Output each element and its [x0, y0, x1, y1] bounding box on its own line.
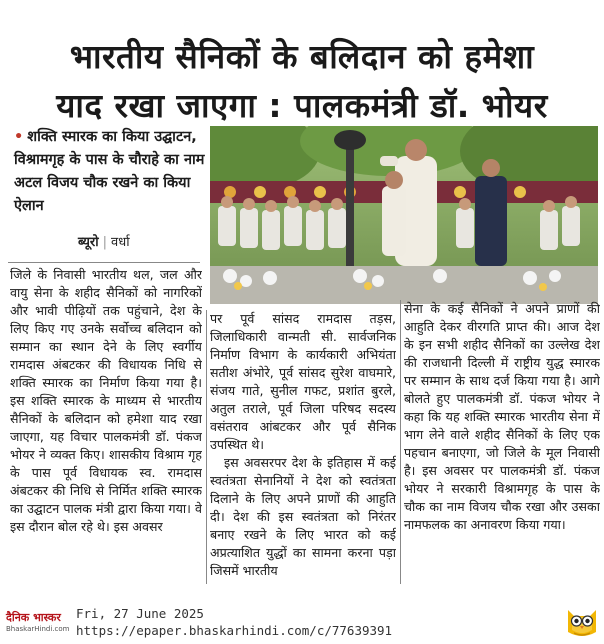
- edition-date: Fri, 27 June 2025: [76, 606, 204, 621]
- byline: [78, 232, 130, 250]
- headline: [8, 32, 596, 130]
- byline-separator: |: [102, 235, 107, 250]
- owl-icon: [564, 604, 600, 640]
- summary-box: [14, 126, 206, 218]
- column-divider: [206, 310, 207, 584]
- column-1-paragraph: जिले के निवासी भारतीय थल, जल और वायु सेना के शहीद सैनिकों को नागरिकों और भावी पीढ़ियों तक पहुंचाने, देश के लिए किए गए उनके सर्वोच्च बलिदान को सम्मान का स्थान देने के लिए स्वर्गीय रामदास अंबटकर की विधायक निधि से शक्ति स्मारक का निर्माण किया गया है। इस शक्ति स्मारक के माध्यम से भारतीय सैनिकों के बलिदान को हमेशा याद रखा जाएगा, यह विचार पालकमंत्री डॉ. पंकज भोयर ने व्यक्त किए। शासकीय विश्राम गृह के पास पूर्व विधायक स्व. रामदास अंबटकर की निधि से निर्मित शक्ति स्मारक का उद्घाटन पालक मंत्री द्वारा किया गया। वे इस दौरान बोल रहे थे। इस अवसर: [10, 267, 202, 534]
- column-3: [404, 300, 600, 584]
- headline-line-1: भारतीय सैनिकों के बलिदान को हमेशा: [69, 37, 535, 76]
- byline-city: वर्धा: [110, 235, 130, 250]
- newspaper-logo[interactable]: [6, 610, 70, 638]
- section-rule: [8, 262, 200, 263]
- summary-bullet: •: [14, 129, 24, 145]
- column-1: [10, 266, 202, 584]
- article-body: [10, 266, 600, 604]
- column-2-paragraph-2: इस अवसरपर देश के इतिहास में कई स्वतंत्रता सेनानियों ने देश को स्वतंत्रता दिलाने के लिए अपने प्राणों की आहुति दी। देश की इस स्वतंत्रता को निरंतर बनाए रखने के लिए भारत को कई अप्रत्याशित युद्धों का सामना करना पड़ा जिसमें भारतीय: [210, 455, 396, 578]
- headline-line-2: याद रखा जाएगा : पालकमंत्री डॉ. भोयर: [56, 86, 548, 125]
- column-2-paragraph-1: पर पूर्व सांसद रामदास तड़स, जिलाधिकारी वान्मती सी. सार्वजनिक निर्माण विभाग के कार्यकारी अभियंता सतीश अंभोरे, पूर्व सांसद सुरेश वाघमारे, संजय गाते, सुनील गफट, प्रशांत बुरले, अतुल तराले, पूर्व जिला परिषद सदस्य वसंतराव आंबटकर और पूर्व सैनिक उपस्थित थे।: [210, 311, 396, 452]
- footer: [0, 600, 604, 644]
- column-3-paragraph: सेना के कई सैनिकों ने अपने प्राणों की आहुति देकर वीरगति प्राप्त की। आज देश के इन सभी शहीद सैनिकों का उल्लेख देश की राजधानी दिल्ली में राष्ट्रीय युद्ध स्मारक पर सम्मान के साथ दर्ज किया गया है। आगे बोलते हुए पालकमंत्री डॉ. पंकज भोयर ने कहा कि यह शक्ति स्मारक भारतीय सेना में भाग लेने वाले शहीद सैनिकों के लिए एक पहचान बनाएगा, जो जिले के मूल निवासी है। इस अवसर पर पालकमंत्री डॉ. पंकज भोयर ने सरकारी विश्रामगृह के पास के चौक का नाम विजय चौक रखा और उसका नामफलक का अनावरण किया गया।: [404, 301, 600, 532]
- column-2: [210, 310, 396, 584]
- column-divider: [400, 300, 401, 584]
- byline-bureau: ब्यूरो: [78, 235, 99, 250]
- logo-wordmark: दैनिक भास्कर: [6, 611, 61, 624]
- logo-domain: BhaskarHindi.com: [6, 625, 70, 633]
- clipping-url[interactable]: https://epaper.bhaskarhindi.com/c/77639391: [76, 623, 393, 638]
- summary-text: शक्ति स्मारक का किया उद्घाटन, विश्रामगृह के पास के चौराहे का नाम अटल विजय चौक रखने का किया ऐलान: [14, 129, 205, 214]
